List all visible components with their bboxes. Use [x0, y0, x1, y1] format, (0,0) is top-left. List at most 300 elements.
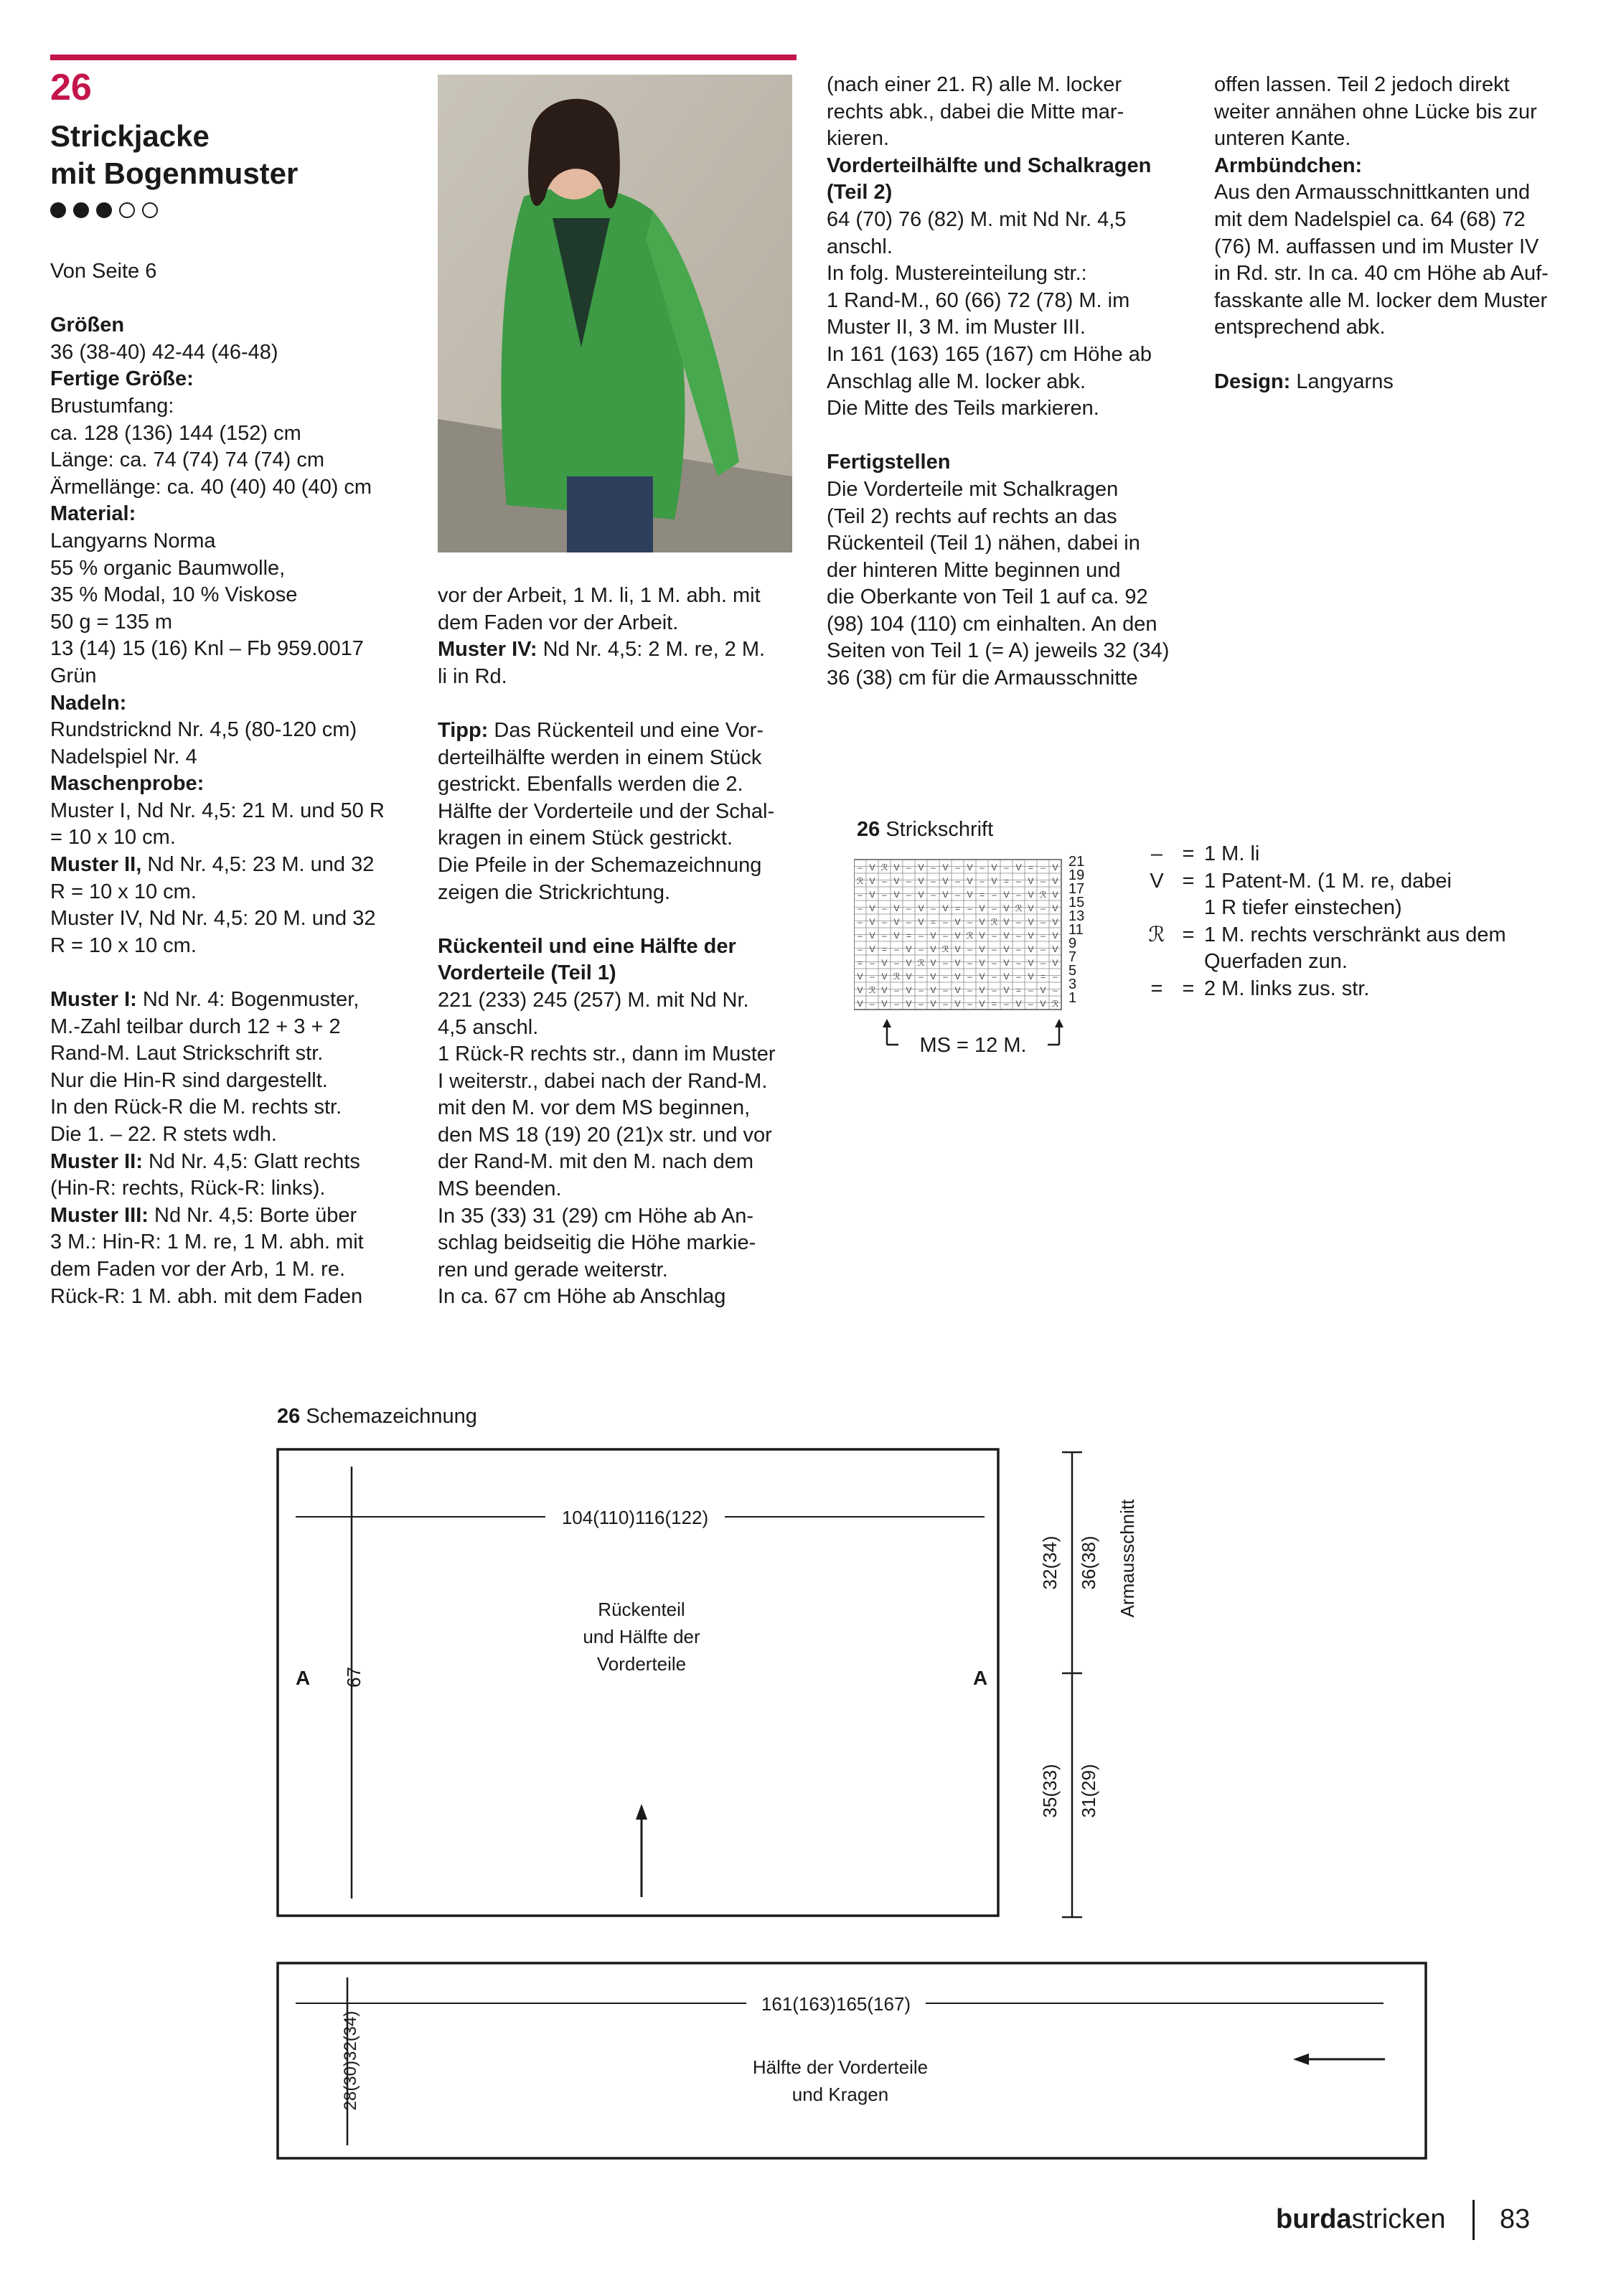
chart-stitch-symbol: –	[894, 985, 899, 996]
chart-stitch-symbol: –	[894, 944, 899, 955]
text-line: In 35 (33) 31 (29) cm Höhe ab An-	[438, 1204, 754, 1228]
text-line: die Oberkante von Teil 1 auf ca. 92	[827, 585, 1148, 609]
text-line: (Teil 2)	[827, 181, 893, 204]
chart-stitch-symbol: V	[979, 999, 985, 1010]
chart-stitch-symbol: V	[967, 876, 973, 887]
chart-stitch-symbol: –	[943, 931, 948, 941]
chart-stitch-symbol: =	[954, 903, 961, 914]
chart-stitch-symbol: V	[1003, 917, 1010, 928]
text-line: Armbündchen:	[1214, 154, 1363, 177]
part1-label-2: und Hälfte der	[583, 1626, 700, 1647]
text-line: mit den M. vor dem MS beginnen,	[438, 1096, 751, 1120]
chart-stitch-symbol: V	[979, 917, 985, 928]
chart-stitch-symbol: =	[906, 931, 912, 941]
chart-stitch-symbol: ℛ	[941, 944, 949, 955]
text-line: Hälfte der Vorderteile und der Schal-	[438, 799, 775, 823]
chart-stitch-symbol: V	[869, 876, 875, 887]
text-line: Seiten von Teil 1 (= A) jeweils 32 (34)	[827, 639, 1170, 663]
legend-symbol: ℛ	[1148, 923, 1165, 946]
text-line: dem Faden vor der Arbeit.	[438, 611, 679, 634]
chart-caption: 26 Strickschrift	[857, 818, 994, 841]
chart-stitch-symbol: V	[1028, 958, 1034, 969]
armhole-label-1: 32(34)	[1039, 1535, 1061, 1590]
chart-stitch-symbol: –	[1040, 876, 1046, 887]
chart-stitch-symbol: V	[1052, 944, 1058, 955]
chart-stitch-symbol: V	[1052, 931, 1058, 941]
chart-stitch-symbol: V	[869, 903, 875, 914]
text-line: Vorderteile (Teil 1)	[438, 961, 616, 985]
chart-stitch-symbol: –	[955, 876, 960, 887]
schema-caption: 26 Schemazeichnung	[277, 1405, 477, 1428]
text-line: offen lassen. Teil 2 jedoch direkt	[1214, 73, 1510, 96]
chart-stitch-symbol: V	[979, 985, 985, 996]
text-line: entsprechend abk.	[1214, 316, 1386, 339]
part2-label-2: und Kragen	[791, 2084, 889, 2105]
chart-stitch-symbol: V	[1028, 917, 1034, 928]
chart-row-label: 9	[1068, 936, 1077, 951]
chart-stitch-symbol: V	[930, 999, 936, 1010]
chart-stitch-symbol: V	[1028, 890, 1034, 900]
chart-stitch-symbol: –	[1004, 999, 1009, 1010]
chart-stitch-symbol: V	[1003, 971, 1010, 982]
chart-stitch-symbol: V	[1028, 903, 1034, 914]
chart-stitch-symbol: V	[893, 862, 900, 873]
text-line: schlag beidseitig die Höhe markie-	[438, 1231, 756, 1255]
legend-text: 2 M. links zus. str.	[1204, 977, 1370, 1000]
text-line: Rück-R: 1 M. abh. mit dem Faden	[50, 1284, 363, 1308]
chart-stitch-symbol: –	[967, 971, 972, 982]
text-line: 36 (38-40) 42-44 (46-48)	[50, 340, 278, 364]
chart-stitch-symbol: –	[943, 917, 948, 928]
chart-stitch-symbol: V	[1052, 862, 1058, 873]
text-line: Länge: ca. 74 (74) 74 (74) cm	[50, 448, 325, 472]
text-line: derteilhälfte werden in einem Stück	[438, 745, 762, 769]
chart-stitch-symbol: –	[967, 958, 972, 969]
chart-stitch-symbol: V	[954, 958, 961, 969]
chart-stitch-symbol: V	[869, 944, 875, 955]
chart-stitch-symbol: V	[893, 917, 900, 928]
chart-stitch-symbol: =	[991, 999, 997, 1010]
chart-stitch-symbol: V	[869, 931, 875, 941]
chart-stitch-symbol: –	[980, 876, 985, 887]
chart-stitch-symbol: –	[858, 862, 863, 873]
chart-stitch-symbol: –	[931, 890, 936, 900]
chart-stitch-symbol: –	[1016, 944, 1021, 955]
ms-label: MS = 12 M.	[919, 1034, 1027, 1053]
chart-stitch-symbol: –	[943, 958, 948, 969]
chart-stitch-symbol: V	[954, 971, 961, 982]
text-line: = 10 x 10 cm.	[50, 826, 176, 850]
chart-stitch-symbol: V	[942, 876, 949, 887]
chart-stitch-symbol: –	[992, 903, 997, 914]
part2-height-label: 28(30)32(34)	[341, 2010, 360, 2111]
text-line: 64 (70) 76 (82) M. mit Nd Nr. 4,5	[827, 207, 1127, 231]
a-label-right: A	[973, 1667, 988, 1689]
text-line: Nadeln:	[50, 691, 127, 715]
chart-stitch-symbol: V	[918, 876, 924, 887]
part1-label-3: Vorderteile	[596, 1653, 687, 1675]
text-line: in Rd. str. In ca. 40 cm Höhe ab Auf-	[1214, 262, 1549, 286]
chart-row-label: 7	[1068, 949, 1077, 965]
chart-stitch-symbol: –	[1028, 999, 1033, 1010]
chart-stitch-symbol: V	[1003, 903, 1010, 914]
text-line: Nadelspiel Nr. 4	[50, 745, 197, 768]
text-line: Material:	[50, 502, 136, 526]
chart-stitch-symbol: V	[1052, 958, 1058, 969]
text-line: dem Faden vor der Arb, 1 M. re.	[50, 1257, 346, 1281]
chart-stitch-symbol: –	[1016, 917, 1021, 928]
chart-stitch-symbol: V	[893, 890, 900, 900]
chart-stitch-symbol: –	[882, 903, 887, 914]
chart-stitch-symbol: V	[942, 903, 949, 914]
text-line: der hinteren Mitte beginnen und	[827, 558, 1121, 582]
text-line: Muster IV: Nd Nr. 4,5: 2 M. re, 2 M.	[438, 638, 766, 662]
chart-stitch-symbol: ℛ	[966, 931, 974, 941]
text-line: Von Seite 6	[50, 260, 157, 283]
chart-stitch-symbol: ℛ	[990, 917, 998, 928]
chart-stitch-symbol: –	[967, 903, 972, 914]
chart-stitch-symbol: –	[919, 999, 924, 1010]
chart-stitch-symbol: –	[1040, 917, 1046, 928]
text-line: Nur die Hin-R sind dargestellt.	[50, 1068, 328, 1092]
armhole-label-2: 36(38)	[1078, 1535, 1099, 1590]
chart-stitch-symbol: –	[906, 876, 911, 887]
chart-stitch-symbol: V	[967, 890, 973, 900]
legend-symbol: V	[1150, 869, 1164, 893]
chart-stitch-symbol: V	[893, 876, 900, 887]
chart-stitch-symbol: V	[1015, 999, 1022, 1010]
chart-stitch-symbol: –	[943, 999, 948, 1010]
chart-stitch-symbol: V	[954, 917, 961, 928]
chart-stitch-symbol: V	[869, 862, 875, 873]
chart-stitch-symbol: –	[906, 903, 911, 914]
text-line: Maschenprobe:	[50, 772, 205, 796]
text-line: rechts abk., dabei die Mitte mar-	[827, 100, 1124, 123]
chart-stitch-symbol: –	[931, 903, 936, 914]
chart-stitch-symbol: –	[955, 890, 960, 900]
chart-stitch-symbol: ℛ	[1051, 999, 1059, 1010]
text-line: Fertigstellen	[827, 451, 951, 474]
text-line: ren und gerade weiterstr.	[438, 1258, 668, 1281]
chart-stitch-symbol: V	[954, 999, 961, 1010]
chart-stitch-symbol: –	[931, 862, 936, 873]
chart-stitch-symbol: ℛ	[856, 876, 864, 887]
chart-stitch-symbol: –	[992, 985, 997, 996]
text-line: In den Rück-R die M. rechts str.	[50, 1096, 342, 1119]
chart-stitch-symbol: V	[1028, 931, 1034, 941]
page-number: 83	[1500, 2204, 1531, 2234]
chart-stitch-symbol: V	[1003, 958, 1010, 969]
chart-stitch-symbol: –	[858, 944, 863, 955]
chart-stitch-symbol: –	[1004, 862, 1009, 873]
footer-separator	[1472, 2200, 1475, 2240]
text-line: kieren.	[827, 127, 890, 151]
chart-row-label: 13	[1068, 908, 1085, 924]
chart-stitch-symbol: V	[942, 862, 949, 873]
height-67-label: 67	[343, 1667, 365, 1688]
chart-stitch-symbol: =	[857, 958, 863, 969]
chart-stitch-symbol: =	[881, 944, 888, 955]
chart-row-label: 3	[1068, 977, 1077, 992]
chart-stitch-symbol: ℛ	[868, 985, 876, 996]
text-line: 221 (233) 245 (257) M. mit Nd Nr.	[438, 988, 749, 1012]
chart-stitch-symbol: V	[954, 944, 961, 955]
chart-stitch-symbol: –	[967, 944, 972, 955]
text-line: In ca. 67 cm Höhe ab Anschlag	[438, 1285, 726, 1309]
chart-stitch-symbol: –	[894, 999, 899, 1010]
legend-symbol: =	[1150, 977, 1163, 1000]
chart-stitch-symbol: ℛ	[1015, 903, 1023, 914]
chart-stitch-symbol: –	[882, 917, 887, 928]
chart-stitch-symbol: V	[942, 890, 949, 900]
armhole-title: Armausschnitt	[1117, 1499, 1138, 1618]
chart-stitch-symbol: ℛ	[1039, 890, 1047, 900]
chart-stitch-symbol: –	[882, 876, 887, 887]
text-line: gestrickt. Ebenfalls werden die 2.	[438, 773, 743, 796]
chart-stitch-symbol: –	[1016, 931, 1021, 941]
text-line: 13 (14) 15 (16) Knl – Fb 959.0017	[50, 637, 364, 661]
chart-stitch-symbol: –	[882, 890, 887, 900]
chart-stitch-symbol: –	[955, 862, 960, 873]
chart-stitch-symbol: V	[881, 971, 888, 982]
pattern-number: 26	[50, 67, 92, 108]
chart-stitch-symbol: =	[979, 890, 985, 900]
chart-stitch-symbol: –	[870, 958, 875, 969]
text-line: R = 10 x 10 cm.	[50, 933, 197, 957]
chart-stitch-symbol: –	[992, 944, 997, 955]
chart-stitch-symbol: –	[919, 971, 924, 982]
chart-stitch-symbol: V	[906, 999, 912, 1010]
chart-stitch-symbol: =	[1040, 971, 1046, 982]
chart-stitch-symbol: V	[930, 944, 936, 955]
chart-stitch-symbol: –	[1016, 890, 1021, 900]
text-line: Muster II, Nd Nr. 4,5: 23 M. und 32	[50, 853, 375, 877]
part1-label-1: Rückenteil	[598, 1599, 685, 1620]
legend-text: 1 M. rechts verschränkt aus dem	[1204, 923, 1506, 946]
a-label-left: A	[296, 1667, 311, 1689]
chart-stitch-symbol: –	[992, 890, 997, 900]
legend-text: 1 R tiefer einstechen)	[1204, 896, 1402, 920]
chart-stitch-symbol: –	[882, 931, 887, 941]
chart-stitch-symbol: –	[1028, 985, 1033, 996]
chart-row-label: 19	[1068, 867, 1085, 883]
text-line: R = 10 x 10 cm.	[50, 880, 197, 903]
legend-equals: =	[1182, 842, 1195, 865]
text-line: Rand-M. Laut Strickschrift str.	[50, 1042, 324, 1065]
text-line: Design: Langyarns	[1214, 370, 1394, 393]
chart-stitch-symbol: V	[979, 903, 985, 914]
chart-row-label: 1	[1068, 990, 1077, 1006]
chart-stitch-symbol: –	[1040, 958, 1046, 969]
legend-text: 1 M. li	[1204, 842, 1260, 865]
chart-stitch-symbol: –	[1040, 862, 1046, 873]
chart-stitch-symbol: –	[967, 917, 972, 928]
pattern-title: Strickjacke mit Bogenmuster	[50, 119, 299, 190]
chart-stitch-symbol: V	[906, 971, 912, 982]
chart-stitch-symbol: –	[894, 958, 899, 969]
chart-stitch-symbol: V	[1040, 999, 1046, 1010]
chart-stitch-symbol: V	[1003, 931, 1010, 941]
text-line: Ärmellänge: ca. 40 (40) 40 (40) cm	[50, 475, 372, 499]
text-line: (Teil 2) rechts auf rechts an das	[827, 504, 1117, 528]
chart-stitch-symbol: =	[1015, 985, 1022, 996]
chart-stitch-symbol: –	[1040, 903, 1046, 914]
chart-stitch-symbol: ℛ	[880, 862, 888, 873]
chart-stitch-symbol: V	[954, 985, 961, 996]
chart-stitch-symbol: –	[906, 890, 911, 900]
chart-stitch-symbol: –	[1016, 958, 1021, 969]
chart-stitch-symbol: –	[1016, 971, 1021, 982]
chart-stitch-symbol: –	[992, 958, 997, 969]
chart-stitch-symbol: V	[1052, 917, 1058, 928]
chart-stitch-symbol: =	[1003, 876, 1010, 887]
chart-stitch-symbol: –	[943, 971, 948, 982]
text-line: kragen in einem Stück gestrickt.	[438, 827, 733, 850]
chart-stitch-symbol: V	[1028, 944, 1034, 955]
text-line: li in Rd.	[438, 664, 507, 688]
text-line: Größen	[50, 314, 125, 337]
chart-stitch-symbol: –	[870, 971, 875, 982]
legend-equals: =	[1182, 869, 1195, 893]
chart-row-label: 15	[1068, 895, 1085, 911]
chart-stitch-symbol: =	[930, 917, 936, 928]
chart-stitch-symbol: V	[918, 903, 924, 914]
chart-row-label: 5	[1068, 963, 1077, 979]
chart-stitch-symbol: V	[930, 985, 936, 996]
text-line: Rückenteil und eine Hälfte der	[438, 934, 736, 958]
chart-stitch-symbol: V	[1003, 985, 1010, 996]
chart-stitch-symbol: –	[967, 985, 972, 996]
text-line: M.-Zahl teilbar durch 12 + 3 + 2	[50, 1015, 341, 1038]
chart-stitch-symbol: –	[919, 931, 924, 941]
chart-stitch-symbol: V	[930, 958, 936, 969]
chart-stitch-symbol: V	[1052, 903, 1058, 914]
text-line: Muster II, 3 M. im Muster III.	[827, 316, 1086, 339]
chart-stitch-symbol: –	[1053, 985, 1058, 996]
chart-stitch-symbol: V	[1028, 971, 1034, 982]
chart-stitch-symbol: V	[918, 862, 924, 873]
text-line: 36 (38) cm für die Armausschnitte	[827, 667, 1138, 690]
text-line: 35 % Modal, 10 % Viskose	[50, 583, 298, 607]
text-line: fasskante alle M. locker dem Muster	[1214, 288, 1548, 312]
chart-stitch-symbol: –	[919, 985, 924, 996]
chart-stitch-symbol: V	[930, 971, 936, 982]
chart-stitch-symbol: V	[857, 999, 863, 1010]
chart-stitch-symbol: V	[893, 903, 900, 914]
chart-stitch-symbol: V	[991, 876, 997, 887]
text-line: den MS 18 (19) 20 (21)x str. und vor	[438, 1123, 772, 1147]
text-line: Aus den Armausschnittkanten und	[1214, 181, 1531, 204]
text-line: weiter annähen ohne Lücke bis zur	[1214, 100, 1537, 123]
chart-stitch-symbol: V	[906, 985, 912, 996]
text-line: Die Vorderteile mit Schalkragen	[827, 477, 1119, 501]
text-line: Die 1. – 22. R stets wdh.	[50, 1123, 277, 1146]
chart-stitch-symbol: V	[881, 985, 888, 996]
text-line: Muster IV, Nd Nr. 4,5: 20 M. und 32	[50, 907, 376, 931]
legend-equals: =	[1182, 923, 1195, 946]
chart-stitch-symbol: V	[1052, 890, 1058, 900]
text-line: In 161 (163) 165 (167) cm Höhe ab	[827, 342, 1152, 366]
text-line: Vorderteilhälfte und Schalkragen	[827, 154, 1152, 177]
text-line: Rückenteil (Teil 1) nähen, dabei in	[827, 532, 1140, 555]
text-line: Grün	[50, 664, 97, 687]
text-line: Muster I, Nd Nr. 4,5: 21 M. und 50 R	[50, 799, 385, 822]
text-line: Fertige Größe:	[50, 367, 194, 391]
chart-stitch-symbol: V	[918, 917, 924, 928]
chart-stitch-symbol: –	[919, 944, 924, 955]
part2-label-1: Hälfte der Vorderteile	[752, 2056, 929, 2078]
chart-stitch-symbol: V	[930, 931, 936, 941]
text-line: Brustumfang:	[50, 394, 174, 418]
text-line: zeigen die Strickrichtung.	[438, 880, 670, 904]
chart-stitch-symbol: ℛ	[893, 971, 901, 982]
chart-stitch-symbol: =	[1028, 862, 1034, 873]
chart-stitch-symbol: V	[881, 958, 888, 969]
text-line: Tipp: Das Rückenteil und eine Vor-	[438, 718, 764, 742]
legend-text: 1 Patent-M. (1 M. re, dabei	[1204, 869, 1452, 893]
text-line: Rundstricknd Nr. 4,5 (80-120 cm)	[50, 718, 357, 742]
chart-stitch-symbol: –	[858, 917, 863, 928]
chart-stitch-symbol: V	[1003, 944, 1010, 955]
text-line: 50 g = 135 m	[50, 610, 173, 634]
chart-stitch-symbol: V	[857, 971, 863, 982]
chart-stitch-symbol: V	[954, 931, 961, 941]
chart-stitch-symbol: V	[1040, 985, 1046, 996]
chart-stitch-symbol: V	[979, 971, 985, 982]
part2-width-label: 161(163)165(167)	[761, 1993, 911, 2015]
text-line: Anschlag alle M. locker abk.	[827, 370, 1086, 393]
chart-stitch-symbol: –	[992, 931, 997, 941]
chart-stitch-symbol: –	[1053, 971, 1058, 982]
text-line: 1 Rück-R rechts str., dann im Muster	[438, 1043, 776, 1066]
chart-stitch-symbol: V	[918, 890, 924, 900]
chart-stitch-symbol: –	[931, 876, 936, 887]
chart-stitch-symbol: –	[1040, 944, 1046, 955]
brand-logo: burdastricken	[1276, 2204, 1446, 2234]
chart-stitch-symbol: V	[1052, 876, 1058, 887]
text-line: In folg. Mustereinteilung str.:	[827, 262, 1087, 286]
text-line: (nach einer 21. R) alle M. locker	[827, 73, 1122, 96]
chart-stitch-symbol: –	[858, 903, 863, 914]
text-line: Muster II: Nd Nr. 4,5: Glatt rechts	[50, 1149, 360, 1173]
text-line: (98) 104 (110) cm einhalten. An den	[827, 612, 1157, 636]
part1-width-label: 104(110)116(122)	[561, 1507, 709, 1528]
text-line: anschl.	[827, 235, 893, 258]
chart-stitch-symbol: V	[881, 999, 888, 1010]
text-line: I weiterstr., dabei nach der Rand-M.	[438, 1069, 768, 1093]
chart-stitch-symbol: V	[906, 958, 912, 969]
text-line: (Hin-R: rechts, Rück-R: links).	[50, 1177, 326, 1200]
text-line: Die Mitte des Teils markieren.	[827, 397, 1099, 420]
text-line: 55 % organic Baumwolle,	[50, 556, 286, 580]
chart-stitch-symbol: –	[992, 971, 997, 982]
chart-row-label: 21	[1068, 854, 1085, 870]
chart-stitch-symbol: V	[1003, 890, 1010, 900]
chart-stitch-symbol: –	[1016, 876, 1021, 887]
text-line: 4,5 anschl.	[438, 1015, 539, 1039]
chart-stitch-symbol: –	[858, 931, 863, 941]
text-line: MS beenden.	[438, 1177, 562, 1201]
lower-label-2: 31(29)	[1078, 1764, 1099, 1818]
text-line: 3 M.: Hin-R: 1 M. re, 1 M. abh. mit	[50, 1231, 364, 1254]
chart-stitch-symbol: V	[869, 917, 875, 928]
lower-label-1: 35(33)	[1039, 1764, 1061, 1818]
chart-stitch-symbol: –	[906, 917, 911, 928]
chart-row-label: 11	[1068, 922, 1084, 938]
text-line: unteren Kante.	[1214, 127, 1351, 151]
chart-stitch-symbol: –	[980, 862, 985, 873]
text-line: mit dem Nadelspiel ca. 64 (68) 72	[1214, 207, 1526, 231]
